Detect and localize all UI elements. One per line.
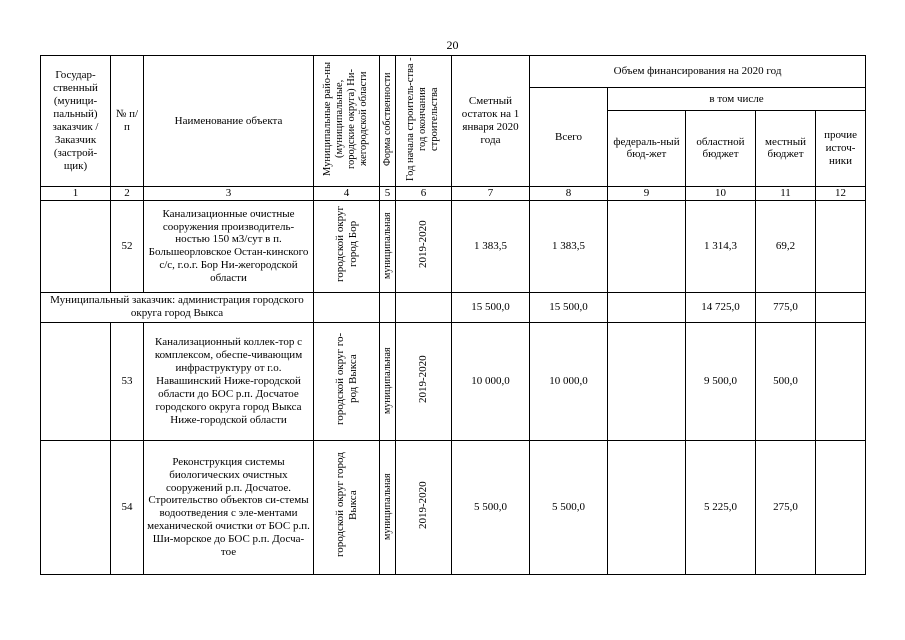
district-cell: [314, 322, 380, 440]
header-ownership-text: Форма собственности: [381, 72, 393, 166]
col-number: 3: [144, 186, 314, 200]
ownership-text: муниципальная: [381, 212, 393, 280]
total-value: 5 500,0: [530, 440, 608, 574]
district-text: городской округ город Выкса: [333, 453, 359, 558]
years-text: 2019-2020: [417, 481, 430, 530]
group-total: 15 500,0: [530, 292, 608, 322]
estimate-value: 10 000,0: [452, 322, 530, 440]
group-years: [396, 292, 452, 322]
col-number: 12: [816, 186, 866, 200]
header-federal: федераль-ный бюд-жет: [608, 110, 686, 186]
object-name: Реконструкция системы биологических очистных сооружений р.п. Досчатое. Строительство объектов си-стемы водоотведения с эле-ментами механической очистки от БОС р.п. Ши-морское до БОС р.п. Досча-тое: [144, 440, 314, 574]
district-cell: [314, 200, 380, 292]
ownership-text: муниципальная: [381, 347, 393, 415]
customer-cell: [41, 200, 111, 292]
district-cell: [314, 440, 380, 574]
total-value: 10 000,0: [530, 322, 608, 440]
col-number: 8: [530, 186, 608, 200]
estimate-value: 5 500,0: [452, 440, 530, 574]
row-number: 52: [111, 200, 144, 292]
other-value: [816, 200, 866, 292]
district-text: городской округ го-род Выкса: [333, 333, 359, 426]
col-number: 11: [756, 186, 816, 200]
header-total: Всего: [530, 88, 608, 187]
group-local: 775,0: [756, 292, 816, 322]
object-name: Канализационные очистные сооружения производитель-ностью 150 м3/сут в п. Большеорловское Остан-кинского с/с, г.о.г. Бор Ни-жегородской области: [144, 200, 314, 292]
district-text: городской округ город Бор: [333, 206, 359, 283]
header-num: № п/п: [111, 56, 144, 187]
header-years-text: Год начала строитель-ства - год окончания строительства: [405, 57, 441, 181]
estimate-value: 1 383,5: [452, 200, 530, 292]
other-value: [816, 440, 866, 574]
col-number: 7: [452, 186, 530, 200]
row-number: 53: [111, 322, 144, 440]
header-including: в том числе: [608, 88, 866, 111]
col-number: 2: [111, 186, 144, 200]
header-estimate: Сметный остаток на 1 января 2020 года: [452, 56, 530, 187]
group-federal: [608, 292, 686, 322]
column-numbers-row: [41, 186, 866, 200]
table-row: [41, 200, 866, 292]
customer-cell: [41, 322, 111, 440]
col-number: 4: [314, 186, 380, 200]
regional-value: 5 225,0: [686, 440, 756, 574]
col-number: 5: [380, 186, 396, 200]
federal-value: [608, 440, 686, 574]
group-other: [816, 292, 866, 322]
total-value: 1 383,5: [530, 200, 608, 292]
ownership-text: муниципальная: [381, 473, 393, 541]
group-regional: 14 725,0: [686, 292, 756, 322]
col-number: 9: [608, 186, 686, 200]
group-label: Муниципальный заказчик: администрация городского округа город Выкса: [41, 292, 314, 322]
header-districts: [314, 56, 380, 187]
group-row: [41, 292, 866, 322]
local-value: 500,0: [756, 322, 816, 440]
years-cell: [396, 440, 452, 574]
regional-value: 1 314,3: [686, 200, 756, 292]
col-number: 6: [396, 186, 452, 200]
header-districts-text: Муниципальные райо-ны (муниципальные, городские округа) Ни-жегородской области: [322, 61, 370, 177]
header-years: [396, 56, 452, 187]
header-financing: Объем финансирования на 2020 год: [530, 56, 866, 88]
header-other: прочие источ-ники: [816, 110, 866, 186]
table-row: [41, 322, 866, 440]
header-customer: Государ-ственный (муници-пальный) заказчик / Заказчик (застрой-щик): [41, 56, 111, 187]
regional-value: 9 500,0: [686, 322, 756, 440]
header-row-1: [41, 56, 866, 88]
group-ownership: [380, 292, 396, 322]
ownership-cell: [380, 440, 396, 574]
table-row: [41, 440, 866, 574]
other-value: [816, 322, 866, 440]
ownership-cell: [380, 200, 396, 292]
federal-value: [608, 322, 686, 440]
years-text: 2019-2020: [417, 220, 430, 269]
header-ownership: [380, 56, 396, 187]
row-number: 54: [111, 440, 144, 574]
header-name: Наименование объекта: [144, 56, 314, 187]
local-value: 275,0: [756, 440, 816, 574]
object-name: Канализационный коллек-тор с комплексом, обеспе-чивающим инфраструктуру от г.о. Навашинский Ниже-городской области до БОС р.п. Досчатое городского округа город Выкса Ниже-городской области: [144, 322, 314, 440]
group-district: [314, 292, 380, 322]
page-number: 20: [446, 38, 459, 52]
header-regional: областной бюджет: [686, 110, 756, 186]
customer-cell: [41, 440, 111, 574]
ownership-cell: [380, 322, 396, 440]
group-estimate: 15 500,0: [452, 292, 530, 322]
federal-value: [608, 200, 686, 292]
local-value: 69,2: [756, 200, 816, 292]
years-cell: [396, 200, 452, 292]
financing-table: [40, 55, 866, 575]
col-number: 10: [686, 186, 756, 200]
years-text: 2019-2020: [417, 355, 430, 404]
header-local: местный бюджет: [756, 110, 816, 186]
years-cell: [396, 322, 452, 440]
col-number: 1: [41, 186, 111, 200]
